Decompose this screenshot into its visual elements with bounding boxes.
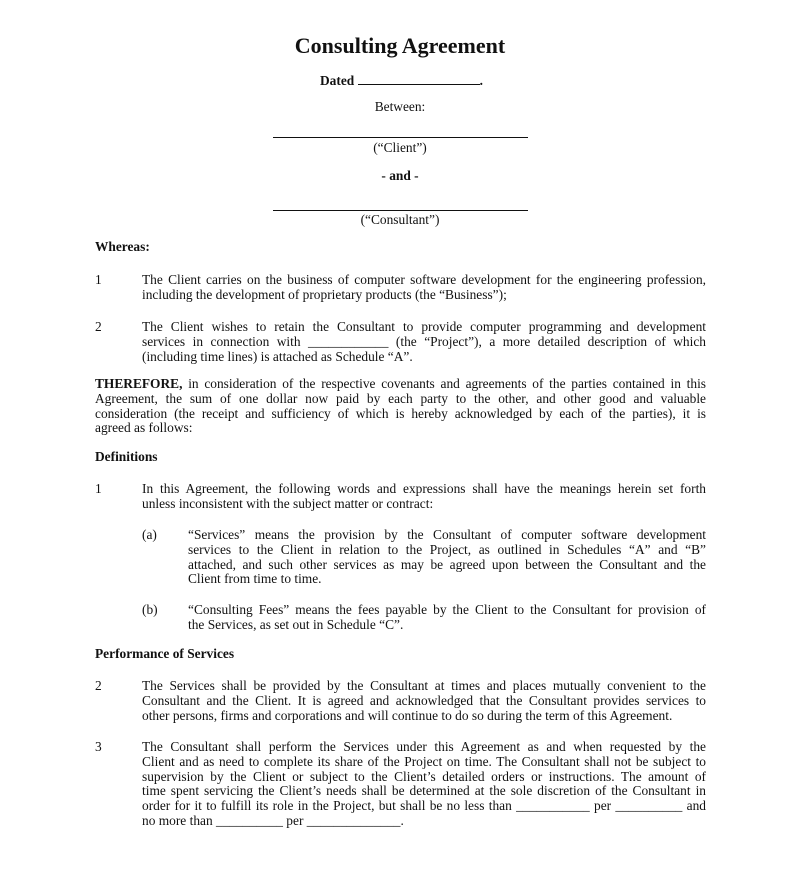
line: agreed as follows: bbox=[95, 420, 193, 436]
client-label: (“Client”) bbox=[373, 140, 427, 155]
whereas-2-text bbox=[142, 320, 706, 364]
therefore-paragraph bbox=[95, 377, 706, 436]
dated-label: Dated bbox=[320, 73, 355, 88]
line: In this Agreement, the following words and expressions shall have the meanings herein set forth bbox=[142, 481, 706, 496]
date-blank[interactable] bbox=[358, 75, 480, 85]
performance-3-number: 3 bbox=[95, 739, 102, 754]
definition-b-label: (b) bbox=[142, 602, 158, 617]
line: The Consultant shall perform the Services under this Agreement as and when requested by the bbox=[142, 739, 706, 754]
and-separator: - and - bbox=[381, 168, 419, 183]
definition-a-text bbox=[188, 528, 706, 587]
line: “Consulting Fees” means the fees payable by the Client to the Consultant for provision of bbox=[188, 602, 706, 617]
line: “Services” means the provision by the Consultant of computer software development bbox=[188, 527, 706, 542]
therefore-lead: THEREFORE, bbox=[95, 376, 183, 391]
consultant-name-blank[interactable] bbox=[273, 210, 528, 211]
line: including the development of proprietary products (the “Business”); bbox=[142, 286, 507, 302]
between-label: Between: bbox=[374, 99, 426, 114]
performance-2-number: 2 bbox=[95, 678, 102, 693]
line: no more than __________ per ______________. bbox=[142, 812, 404, 828]
line: Client and as need to complete its share of the Project on time. The Consultant shall not be subject to bbox=[142, 753, 706, 769]
performance-3-text bbox=[142, 740, 706, 829]
line: The Client wishes to retain the Consultant to provide computer programming and development bbox=[142, 319, 706, 334]
document-title: Consulting Agreement bbox=[294, 33, 506, 58]
line: time spent servicing the Client’s needs shall be determined at the sole discretion of the Consultant in bbox=[142, 783, 706, 799]
consultant-label: (“Consultant”) bbox=[360, 212, 440, 227]
line: consideration (the receipt and sufficiency of which is hereby acknowledged by each of the parties), it is bbox=[95, 405, 706, 421]
line: attached, and such other services as may be agreed upon between the Consultant and the bbox=[188, 556, 706, 572]
whereas-1-number: 1 bbox=[95, 272, 102, 287]
line: Consultant and the Client. It is agreed and acknowledged that the Consultant provides services to bbox=[142, 692, 706, 708]
line: the Services, as set out in Schedule “C”. bbox=[188, 616, 404, 632]
line: unless inconsistent with the subject matter or contract: bbox=[142, 495, 434, 511]
whereas-heading: Whereas: bbox=[95, 239, 150, 254]
line: services in connection with ____________ (the “Project”), a more detailed description of which bbox=[142, 333, 706, 349]
line: order for it to fulfill its role in the Project, but shall be no less than ___________ per __________ and bbox=[142, 798, 706, 814]
line: other persons, firms and corporations and will continue to do so during the term of this Agreement. bbox=[142, 707, 673, 723]
performance-2-text bbox=[142, 679, 706, 723]
definitions-1-number: 1 bbox=[95, 481, 102, 496]
client-name-blank[interactable] bbox=[273, 137, 528, 138]
performance-heading: Performance of Services bbox=[95, 646, 235, 661]
line bbox=[95, 377, 706, 392]
whereas-1-text bbox=[142, 273, 706, 303]
definition-a-label: (a) bbox=[142, 527, 157, 542]
therefore-line-1: in consideration of the respective covenants and agreements of the parties contained in this bbox=[188, 376, 706, 391]
dated-end: . bbox=[479, 73, 483, 88]
definitions-heading: Definitions bbox=[95, 449, 158, 464]
dated-line bbox=[320, 74, 483, 89]
line: supervision by the Client or subject to the Client’s detailed orders or instructions. The amount of bbox=[142, 768, 706, 784]
whereas-2-number: 2 bbox=[95, 319, 102, 334]
line: services to the Client in relation to the Project, as outlined in Schedules “A” and “B” bbox=[188, 541, 706, 557]
definition-b-text bbox=[188, 603, 706, 633]
line: (including time lines) is attached as Schedule “A”. bbox=[142, 348, 413, 364]
definitions-1-text bbox=[142, 482, 706, 512]
line: The Services shall be provided by the Consultant at times and places mutually convenient to the bbox=[142, 678, 706, 693]
line: The Client carries on the business of computer software development for the engineering profession, bbox=[142, 272, 706, 287]
line: Client from time to time. bbox=[188, 571, 322, 587]
line: Agreement, the sum of one dollar now paid by each party to the other, and other good and valuable bbox=[95, 390, 706, 406]
